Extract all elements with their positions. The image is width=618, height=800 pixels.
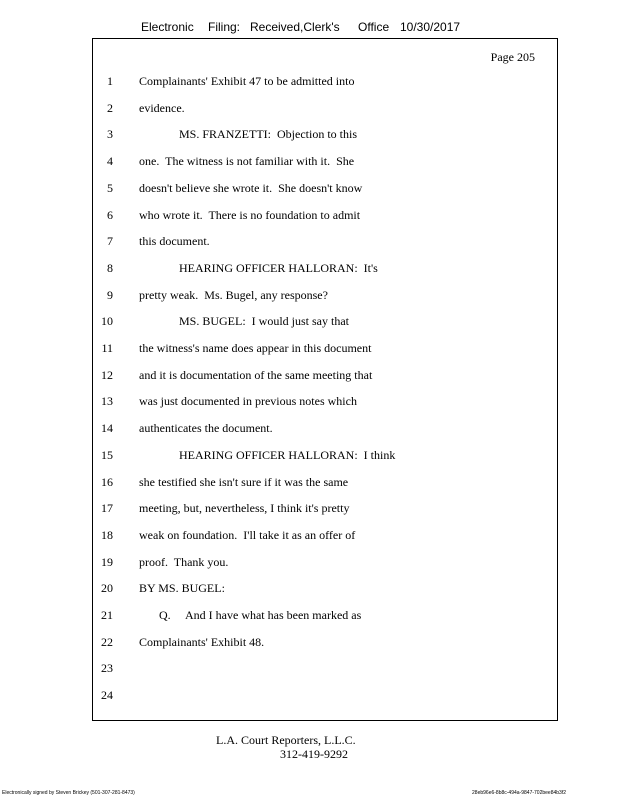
line-text: pretty weak. Ms. Bugel, any response?	[139, 287, 328, 302]
line-number: 21	[101, 608, 113, 622]
line-number: 11	[101, 341, 113, 355]
line-number: 6	[107, 207, 113, 222]
line-text: she testified she isn't sure if it was the same	[139, 474, 349, 489]
line-number: 15	[101, 447, 113, 462]
footer-company: L.A. Court Reporters, L.L.C.	[216, 733, 356, 747]
line-number: 16	[101, 474, 113, 489]
transcript-line	[93, 206, 557, 224]
page-number: Page 205	[490, 50, 535, 64]
line-number: 5	[107, 180, 113, 195]
filing-header-electronic: Electronic	[141, 20, 194, 34]
transcript-line	[93, 286, 557, 304]
transcript-line	[93, 686, 557, 704]
line-number: 3	[107, 127, 113, 142]
transcript-line	[93, 526, 557, 544]
transcript-line	[93, 179, 557, 197]
transcript-line	[93, 99, 557, 117]
transcript-line	[93, 659, 557, 677]
filing-header-office: Office	[358, 20, 390, 34]
line-number: 4	[107, 154, 113, 169]
line-text: BY MS. BUGEL:	[139, 581, 225, 596]
line-text: MS. BUGEL: I would just say that	[179, 314, 349, 329]
filing-header-date: 10/30/2017	[400, 20, 461, 34]
line-number: 24	[101, 688, 113, 703]
line-text: weak on foundation. I'll take it as an offer of	[139, 527, 356, 542]
line-text: evidence.	[139, 100, 185, 115]
line-text: this document.	[139, 234, 210, 249]
line-text: the witness's name does appear in this document	[139, 341, 372, 355]
line-number: 20	[101, 581, 113, 596]
transcript-line	[93, 392, 557, 410]
footer-phone: 312-419-9292	[280, 747, 348, 761]
filing-header	[141, 20, 460, 34]
transcript-line	[93, 633, 557, 651]
line-number: 12	[101, 367, 113, 382]
line-text: HEARING OFFICER HALLORAN: I think	[179, 447, 396, 462]
signature-id: 28eb96e6-8b8c-494a-9847-702bee84b3f2	[472, 790, 566, 796]
line-text: proof. Thank you.	[139, 554, 229, 569]
transcript-line	[93, 232, 557, 250]
line-text: Complainants' Exhibit 47 to be admitted into	[139, 74, 355, 88]
line-text: authenticates the document.	[139, 421, 273, 436]
transcript-line	[93, 312, 557, 330]
line-text: Q. And I have what has been marked as	[159, 608, 362, 622]
line-number: 7	[107, 234, 113, 249]
transcript-line	[93, 72, 557, 90]
line-number: 8	[107, 260, 113, 275]
line-text: meeting, but, nevertheless, I think it's pretty	[139, 501, 350, 516]
line-text: MS. FRANZETTI: Objection to this	[179, 127, 357, 142]
line-number: 23	[101, 661, 113, 676]
transcript-line	[93, 259, 557, 277]
transcript-line	[93, 366, 557, 384]
transcript-line	[93, 339, 557, 357]
line-number: 2	[107, 100, 113, 115]
line-number: 10	[101, 314, 113, 329]
line-number: 1	[107, 74, 113, 88]
filing-header-filing: Filing:	[208, 20, 241, 34]
line-text: who wrote it. There is no foundation to admit	[139, 207, 361, 222]
transcript-line	[93, 125, 557, 143]
line-text: one. The witness is not familiar with it. She	[139, 154, 355, 169]
line-text: HEARING OFFICER HALLORAN: It's	[179, 260, 378, 275]
line-number: 18	[101, 527, 113, 542]
transcript-line	[93, 499, 557, 517]
transcript-line	[93, 152, 557, 170]
line-number: 9	[107, 287, 113, 302]
line-text: and it is documentation of the same meeting that	[139, 367, 373, 382]
line-text: doesn't believe she wrote it. She doesn't know	[139, 180, 363, 195]
transcript-line	[93, 553, 557, 571]
transcript-line	[93, 579, 557, 597]
line-text: Complainants' Exhibit 48.	[139, 634, 265, 649]
line-number: 17	[101, 501, 113, 516]
line-number: 14	[101, 421, 113, 436]
transcript-line	[93, 446, 557, 464]
filing-header-received: Received,Clerk's	[250, 20, 340, 34]
transcript-page	[92, 38, 558, 721]
transcript-line	[93, 606, 557, 624]
line-text: was just documented in previous notes which	[139, 394, 357, 409]
transcript-line	[93, 473, 557, 491]
line-number: 13	[101, 394, 113, 409]
transcript-line	[93, 419, 557, 437]
line-number: 22	[101, 634, 113, 649]
signature-left: Electronically signed by Steven Brickey (501-307-281-8473)	[2, 790, 135, 796]
line-number: 19	[101, 554, 113, 569]
